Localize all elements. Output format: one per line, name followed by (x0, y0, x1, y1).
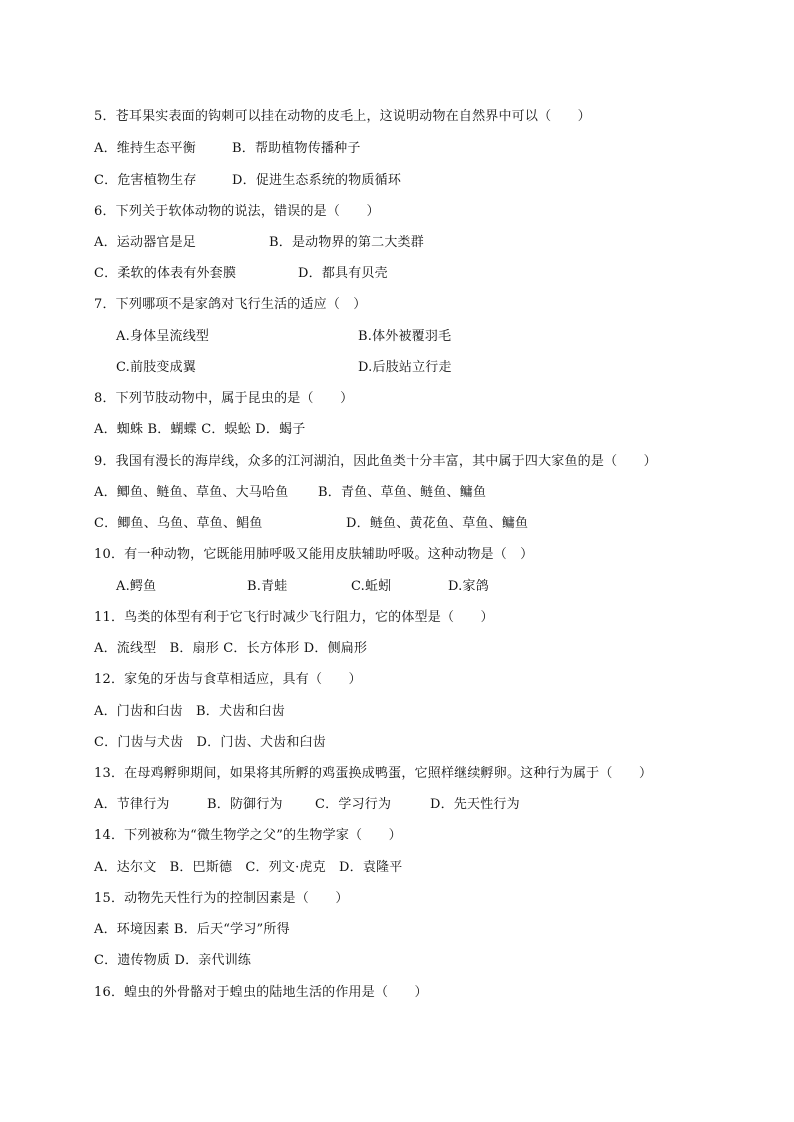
question-5-options-row-1 (94, 140, 361, 158)
question-9-stem: 9．我国有漫长的海岸线，众多的江河湖泊，因此鱼类十分丰富，其中属于四大家鱼的是（ ） (94, 454, 657, 469)
question-15-options-row-1: A．环境因素 B．后天“学习”所得 (94, 922, 290, 937)
option: B．防御行为 (207, 797, 283, 812)
option: D.后肢站立行走 (358, 360, 452, 375)
option: B.青蛙 (247, 579, 288, 594)
option: C．柔软的体表有外套膜 (94, 266, 237, 281)
option: D．鲢鱼、黄花鱼、草鱼、鳙鱼 (346, 516, 529, 531)
question-15-stem: 15．动物先天性行为的控制因素是（ ） (94, 891, 349, 906)
question-10-stem: 10．有一种动物，它既能用肺呼吸又能用皮肤辅助呼吸。这种动物是（ ） (94, 547, 534, 562)
option: D．都具有贝壳 (298, 266, 388, 281)
question-14-stem: 14．下列被称为“微生物学之父”的生物学家（ ） (94, 828, 402, 843)
question-16-stem: 16．蝗虫的外骨骼对于蝗虫的陆地生活的作用是（ ） (94, 985, 428, 1000)
question-10-options-row-1 (116, 578, 489, 596)
option: D．先天性行为 (430, 797, 520, 812)
option: A．运动器官是足 (94, 235, 196, 250)
option: D．促进生态系统的物质循环 (232, 173, 402, 188)
question-7-options-row-1 (116, 328, 451, 346)
question-11-options-row-1: A．流线型 B．扇形 C．长方体形 D．侧扁形 (94, 641, 368, 656)
option: C．危害植物生存 (94, 173, 197, 188)
question-9-options-row-2 (94, 515, 528, 533)
option: C．学习行为 (315, 797, 392, 812)
option: C.前肢变成翼 (116, 360, 197, 375)
question-11-stem: 11．鸟类的体型有利于它飞行时减少飞行阻力，它的体型是（ ） (94, 610, 494, 625)
question-6-stem: 6．下列关于软体动物的说法，错误的是（ ） (94, 204, 380, 219)
question-8-stem: 8．下列节肢动物中，属于昆虫的是（ ） (94, 391, 354, 406)
option: B．帮助植物传播种子 (232, 141, 361, 156)
question-8-options-row-1: A．蜘蛛 B．蝴蝶 C．蜈蚣 D．蝎子 (94, 422, 306, 437)
question-5-options-row-2 (94, 172, 401, 190)
question-7-options-row-2 (116, 359, 452, 377)
option: A.鳄鱼 (116, 579, 157, 594)
option: A．维持生态平衡 (94, 141, 196, 156)
question-9-options-row-1 (94, 484, 486, 502)
question-12-options-row-1: A．门齿和臼齿 B．犬齿和臼齿 (94, 704, 285, 719)
option: D.家鸽 (448, 579, 489, 594)
question-13-options-row-1 (94, 796, 520, 814)
question-7-stem: 7．下列哪项不是家鸽对飞行生活的适应（ ） (94, 297, 367, 312)
option: C．鲫鱼、乌鱼、草鱼、鲳鱼 (94, 516, 263, 531)
option: C.蚯蚓 (351, 579, 392, 594)
question-13-stem: 13．在母鸡孵卵期间，如果将其所孵的鸡蛋换成鸭蛋，它照样继续孵卵。这种行为属于（ ） (94, 766, 653, 781)
question-5-stem: 5．苍耳果实表面的钩刺可以挂在动物的皮毛上，这说明动物在自然界中可以（ ） (94, 109, 591, 124)
option: A．节律行为 (94, 797, 170, 812)
option: B.体外被覆羽毛 (358, 329, 452, 344)
question-14-options-row-1: A．达尔文 B．巴斯德 C．列文·虎克 D．袁隆平 (94, 860, 403, 875)
option: B．青鱼、草鱼、鲢鱼、鳙鱼 (318, 485, 487, 500)
option: B．是动物界的第二大类群 (269, 235, 424, 250)
option: A.身体呈流线型 (116, 329, 210, 344)
question-15-options-row-2: C．遗传物质 D．亲代训练 (94, 953, 252, 968)
question-6-options-row-1 (94, 234, 424, 252)
question-12-options-row-2: C．门齿与犬齿 D．门齿、犬齿和臼齿 (94, 735, 326, 750)
option: A．鲫鱼、鲢鱼、草鱼、大马哈鱼 (94, 485, 289, 500)
question-6-options-row-2 (94, 265, 388, 283)
question-12-stem: 12．家兔的牙齿与食草相适应，具有（ ） (94, 672, 362, 687)
